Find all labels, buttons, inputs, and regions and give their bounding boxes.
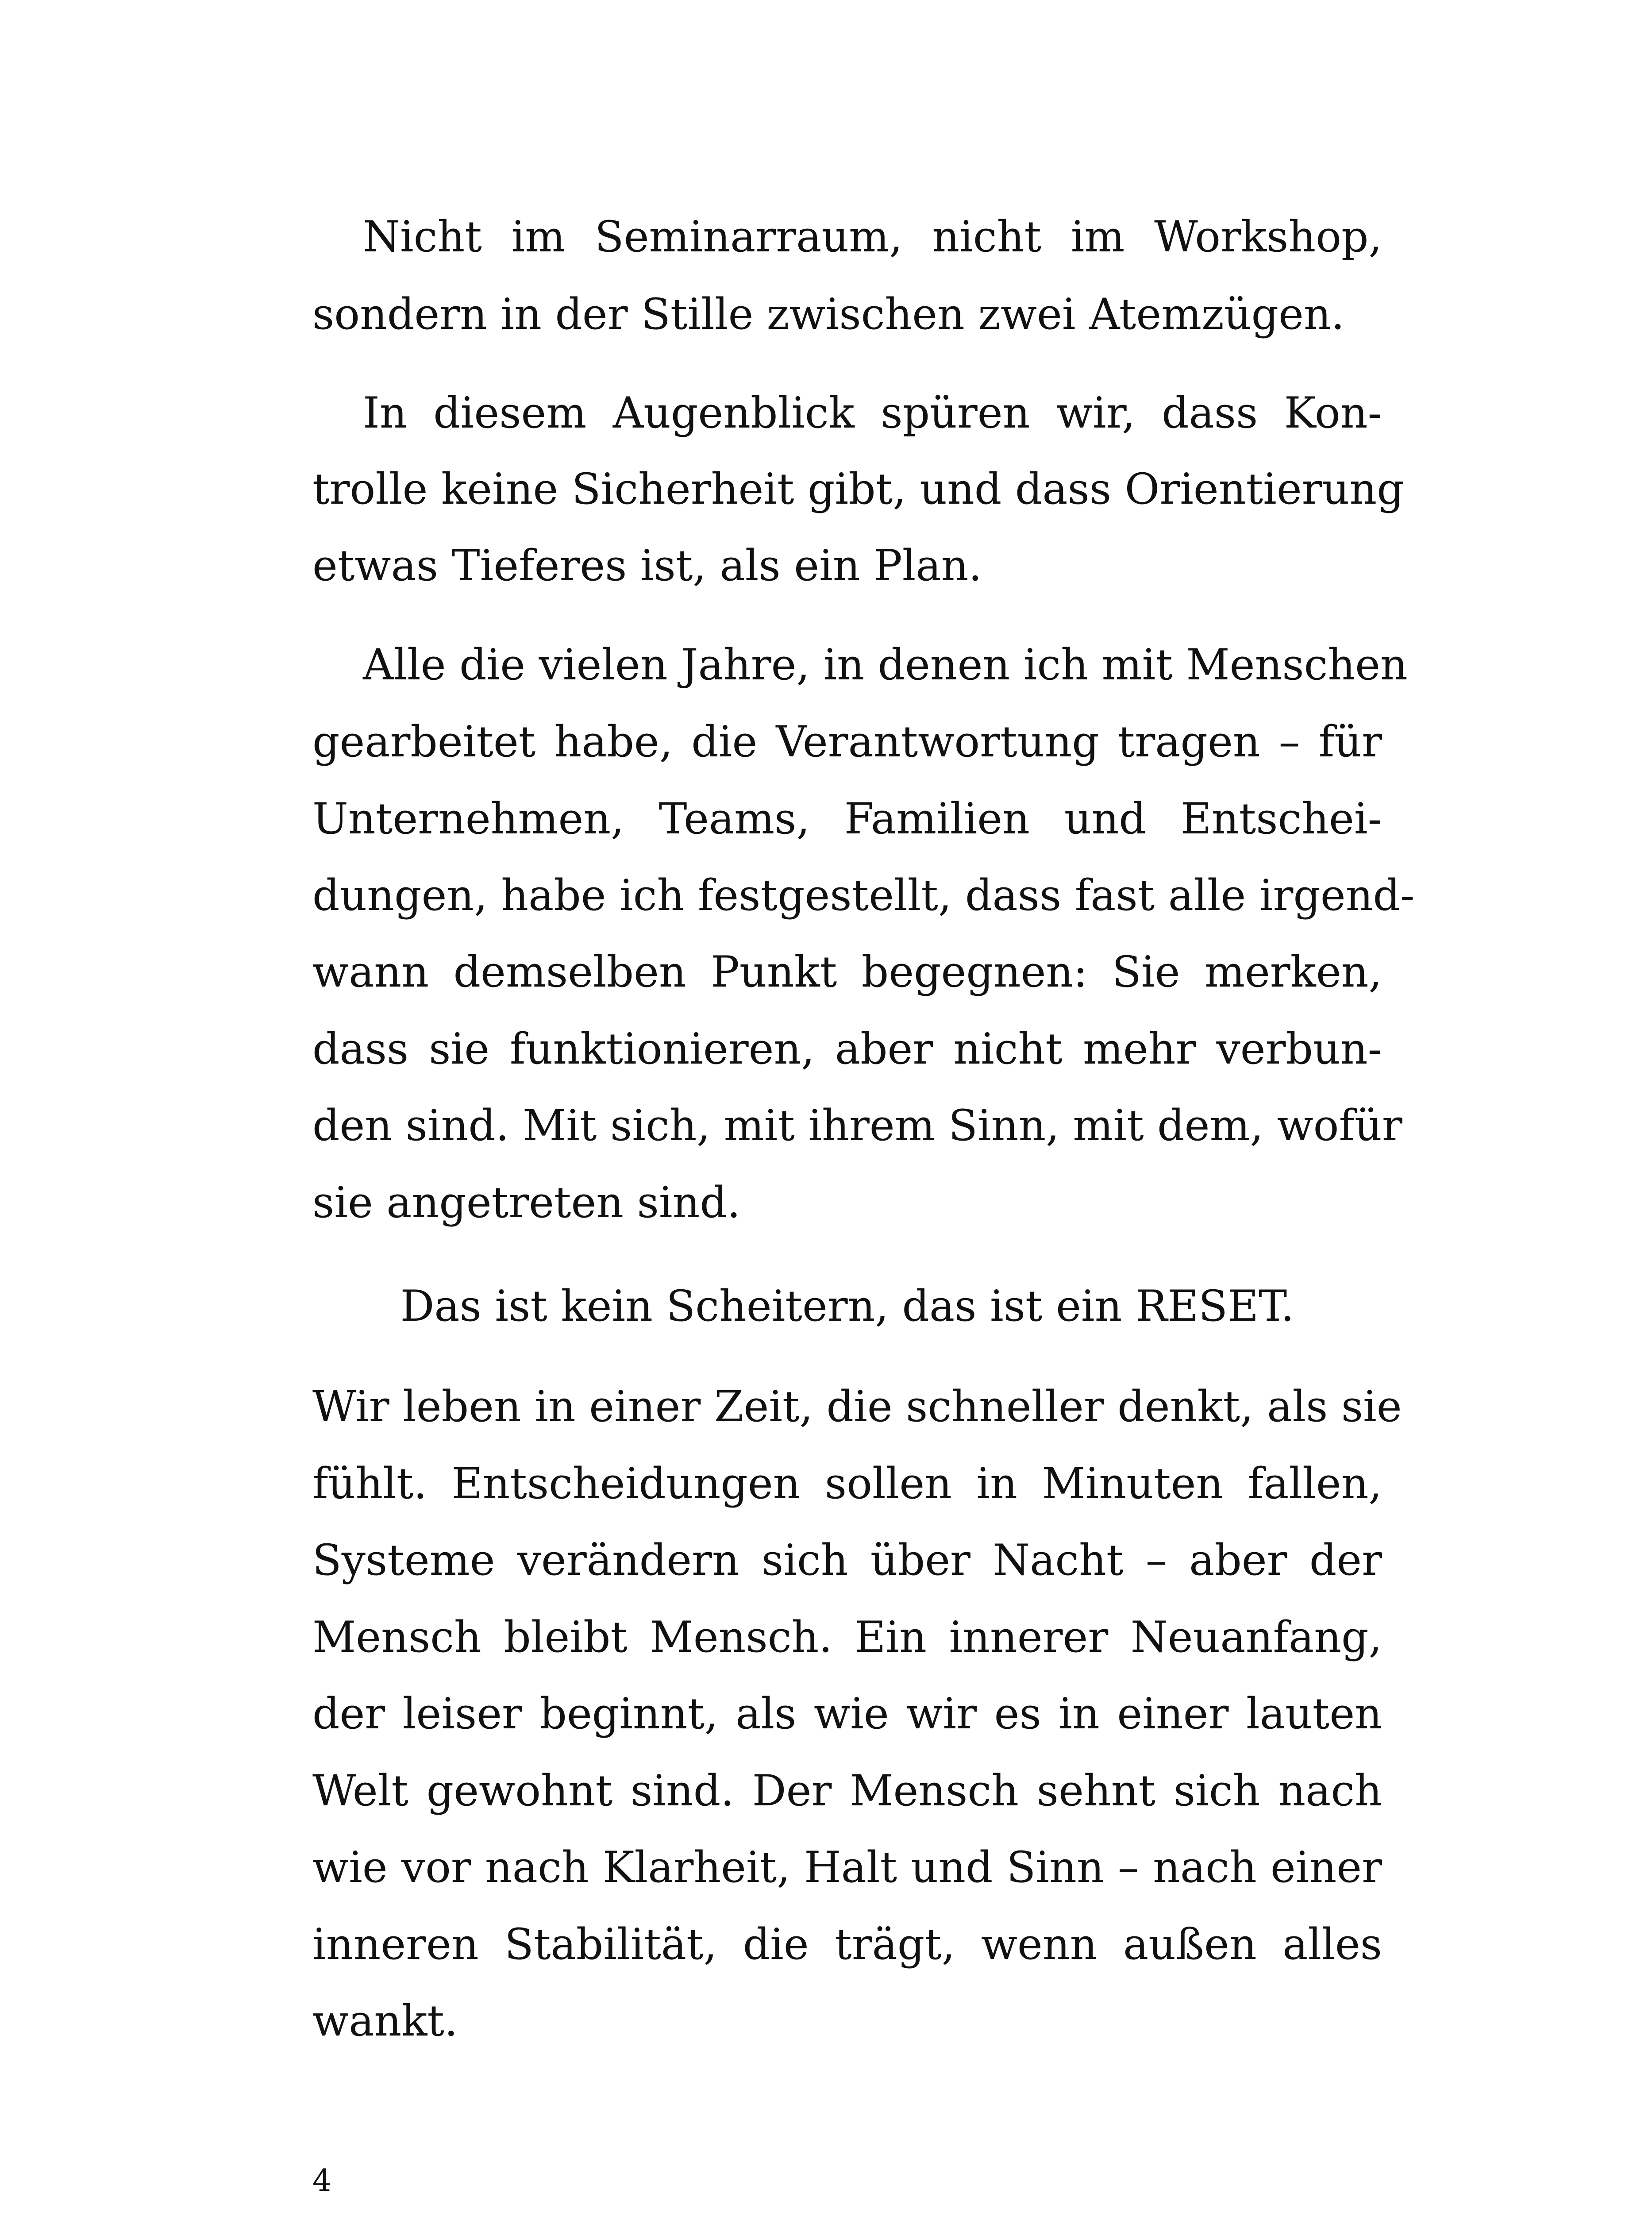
paragraph-3-line-7: den sind. Mit sich, mit ihrem Sinn, mit dem, wofür — [312, 1101, 1402, 1150]
paragraph-3-line-6: dass sie funktionieren, aber nicht mehr verbun- — [312, 1024, 1382, 1074]
paragraph-1-line-1: Nicht im Seminarraum, nicht im Workshop, — [363, 212, 1382, 262]
paragraph-3-line-2: gearbeitet habe, die Verantwortung tragen – für — [312, 717, 1382, 767]
paragraph-3-line-1: Alle die vielen Jahre, in denen ich mit Menschen — [363, 640, 1408, 690]
paragraph-3-line-8: sie angetreten sind. — [312, 1178, 741, 1227]
paragraph-5-line-6: Welt gewohnt sind. Der Mensch sehnt sich nach — [312, 1766, 1382, 1816]
paragraph-5-line-1: Wir leben in einer Zeit, die schneller denkt, als sie — [312, 1382, 1402, 1431]
paragraph-5-line-9: wankt. — [312, 1996, 458, 2046]
paragraph-5-line-5: der leiser beginnt, als wie wir es in einer lauten — [312, 1689, 1382, 1739]
paragraph-5-line-4: Mensch bleibt Mensch. Ein innerer Neuanfang, — [312, 1612, 1382, 1662]
reset-statement: Das ist kein Scheitern, das ist ein RESET. — [400, 1281, 1294, 1331]
paragraph-5-line-8: inneren Stabilität, die trägt, wenn außen alles — [312, 1920, 1382, 1969]
paragraph-5-line-2: fühlt. Entscheidungen sollen in Minuten fallen, — [312, 1459, 1382, 1508]
paragraph-2-line-2: trolle keine Sicherheit gibt, und dass Orientierung — [312, 464, 1404, 514]
paragraph-5-line-7: wie vor nach Klarheit, Halt und Sinn – nach einer — [312, 1843, 1382, 1892]
paragraph-5-line-3: Systeme verändern sich über Nacht – aber der — [312, 1535, 1382, 1585]
page-number: 4 — [312, 2163, 332, 2198]
paragraph-3-line-4: dungen, habe ich festgestellt, dass fast alle irgend- — [312, 871, 1415, 920]
paragraph-3-line-3: Unternehmen, Teams, Familien und Entschei- — [312, 794, 1382, 844]
paragraph-2-line-3: etwas Tieferes ist, als ein Plan. — [312, 541, 982, 590]
paragraph-1-line-2: sondern in der Stille zwischen zwei Atemzügen. — [312, 289, 1345, 339]
paragraph-2-line-1: In diesem Augenblick spüren wir, dass Kon- — [363, 388, 1382, 438]
paragraph-3-line-5: wann demselben Punkt begegnen: Sie merken, — [312, 947, 1382, 997]
